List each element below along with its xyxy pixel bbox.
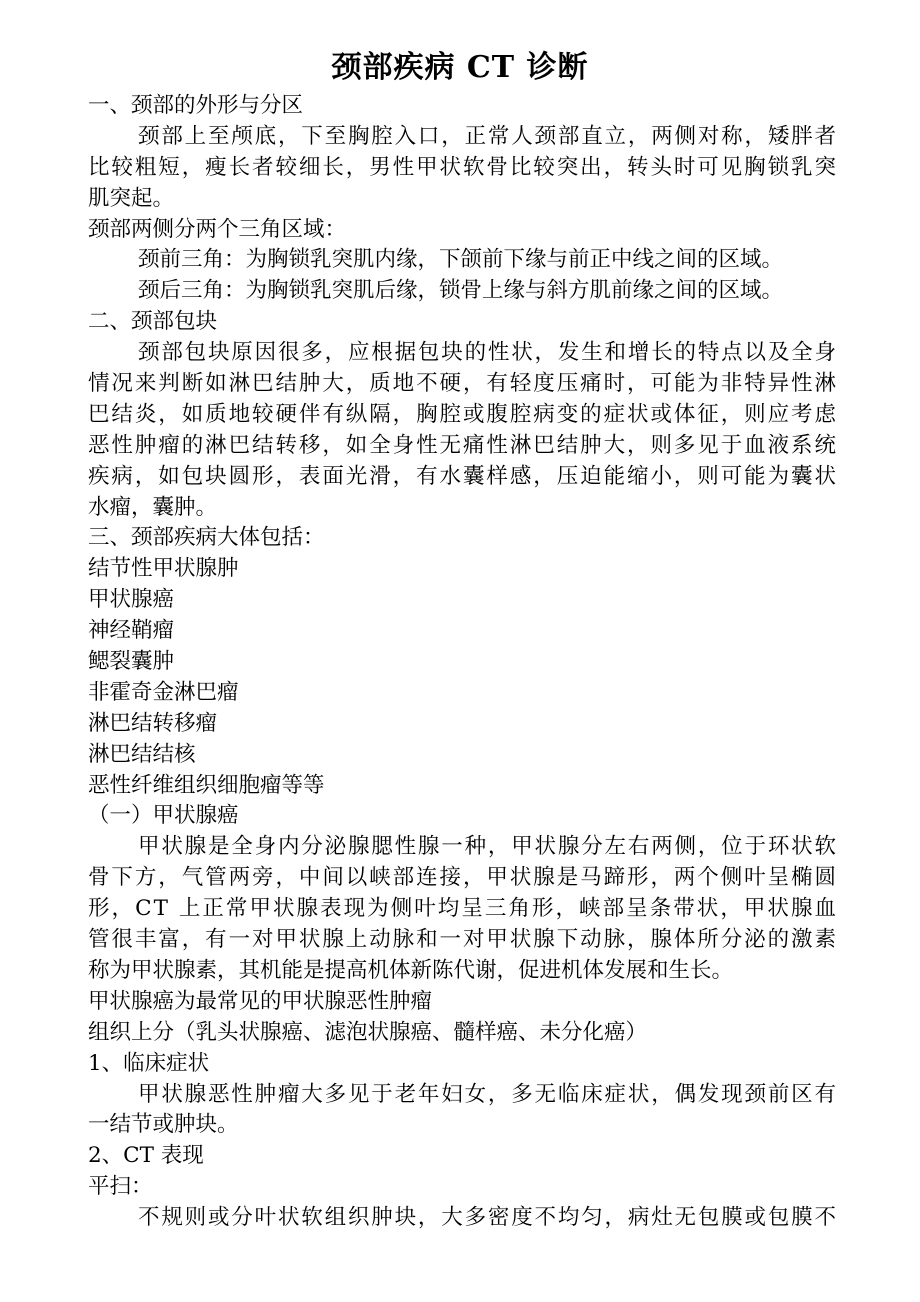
text-line: 恶性肿瘤的淋巴结转移，如全身性无痛性淋巴结肿大，则多见于血液系统 — [88, 432, 838, 458]
text-line: 巴结炎，如质地较硬伴有纵隔，胸腔或腹腔病变的症状或体征，则应考虑 — [88, 401, 838, 427]
text-line: 组织上分（乳头状腺癌、滤泡状腺癌、髓样癌、未分化癌） — [88, 1019, 648, 1045]
text-line: 淋巴结结核 — [88, 741, 196, 767]
text-line: 颈后三角：为胸锁乳突肌后缘，锁骨上缘与斜方肌前缘之间的区域。 — [138, 278, 784, 304]
text-line: 甲状腺癌 — [88, 587, 175, 613]
text-line: 非霍奇金淋巴瘤 — [88, 679, 239, 705]
text-line: 平扫： — [88, 1174, 153, 1200]
text-line: 肌突起。 — [88, 185, 175, 211]
text-line: 疾病，如包块圆形，表面光滑，有水囊样感，压迫能缩小，则可能为囊状 — [88, 463, 838, 489]
text-line: 颈部包块原因很多，应根据包块的性状，发生和增长的特点以及全身 — [138, 340, 838, 366]
text-line: 不规则或分叶状软组织肿块，大多密度不均匀，病灶无包膜或包膜不 — [138, 1205, 838, 1231]
text-line: 甲状腺是全身内分泌腺腮性腺一种，甲状腺分左右两侧，位于环状软 — [138, 834, 838, 860]
text-line: 鳃裂囊肿 — [88, 649, 175, 675]
text-line: 形，CT 上正常甲状腺表现为侧叶均呈三角形，峡部呈条带状，甲状腺血 — [88, 896, 839, 922]
text-line: （一）甲状腺癌 — [88, 803, 239, 829]
text-line: 1、临床症状 — [88, 1050, 210, 1076]
text-line: 一、颈部的外形与分区 — [88, 93, 304, 118]
text-line: 二、颈部包块 — [88, 309, 218, 335]
text-line: 结节性甲状腺肿 — [88, 556, 239, 582]
text-line: 比较粗短，瘦长者较细长，男性甲状软骨比较突出，转头时可见胸锁乳突 — [88, 154, 838, 180]
text-line: 神经鞘瘤 — [88, 618, 175, 644]
text-line: 水瘤，囊肿。 — [88, 494, 218, 520]
document-body — [88, 91, 839, 1234]
text-line: 颈部上至颅底，下至胸腔入口，正常人颈部直立，两侧对称，矮胖者 — [138, 123, 838, 149]
text-line: 称为甲状腺素，其机能是提高机体新陈代谢，促进机体发展和生长。 — [88, 957, 734, 983]
text-line: 恶性纤维组织细胞瘤等等 — [88, 772, 325, 798]
text-line: 情况来判断如淋巴结肿大，质地不硬，有轻度压痛时，可能为非特异性淋 — [88, 371, 838, 397]
text-line: 颈前三角：为胸锁乳突肌内缘，下颌前下缘与前正中线之间的区域。 — [138, 247, 784, 273]
text-line: 淋巴结转移瘤 — [88, 710, 218, 736]
document-title: 颈部疾病 CT 诊断 — [331, 50, 589, 85]
text-line: 三、颈部疾病大体包括： — [88, 525, 325, 551]
text-line: 管很丰富，有一对甲状腺上动脉和一对甲状腺下动脉，腺体所分泌的激素 — [88, 927, 838, 953]
text-line: 一结节或肿块。 — [88, 1112, 239, 1138]
text-line: 骨下方，气管两旁，中间以峡部连接，甲状腺是马蹄形，两个侧叶呈椭圆 — [88, 865, 838, 891]
text-line: 2、CT 表现 — [88, 1143, 204, 1169]
text-line: 甲状腺恶性肿瘤大多见于老年妇女，多无临床症状，偶发现颈前区有 — [138, 1081, 838, 1107]
text-line: 颈部两侧分两个三角区域： — [88, 216, 347, 242]
text-line: 甲状腺癌为最常见的甲状腺恶性肿瘤 — [88, 988, 433, 1014]
